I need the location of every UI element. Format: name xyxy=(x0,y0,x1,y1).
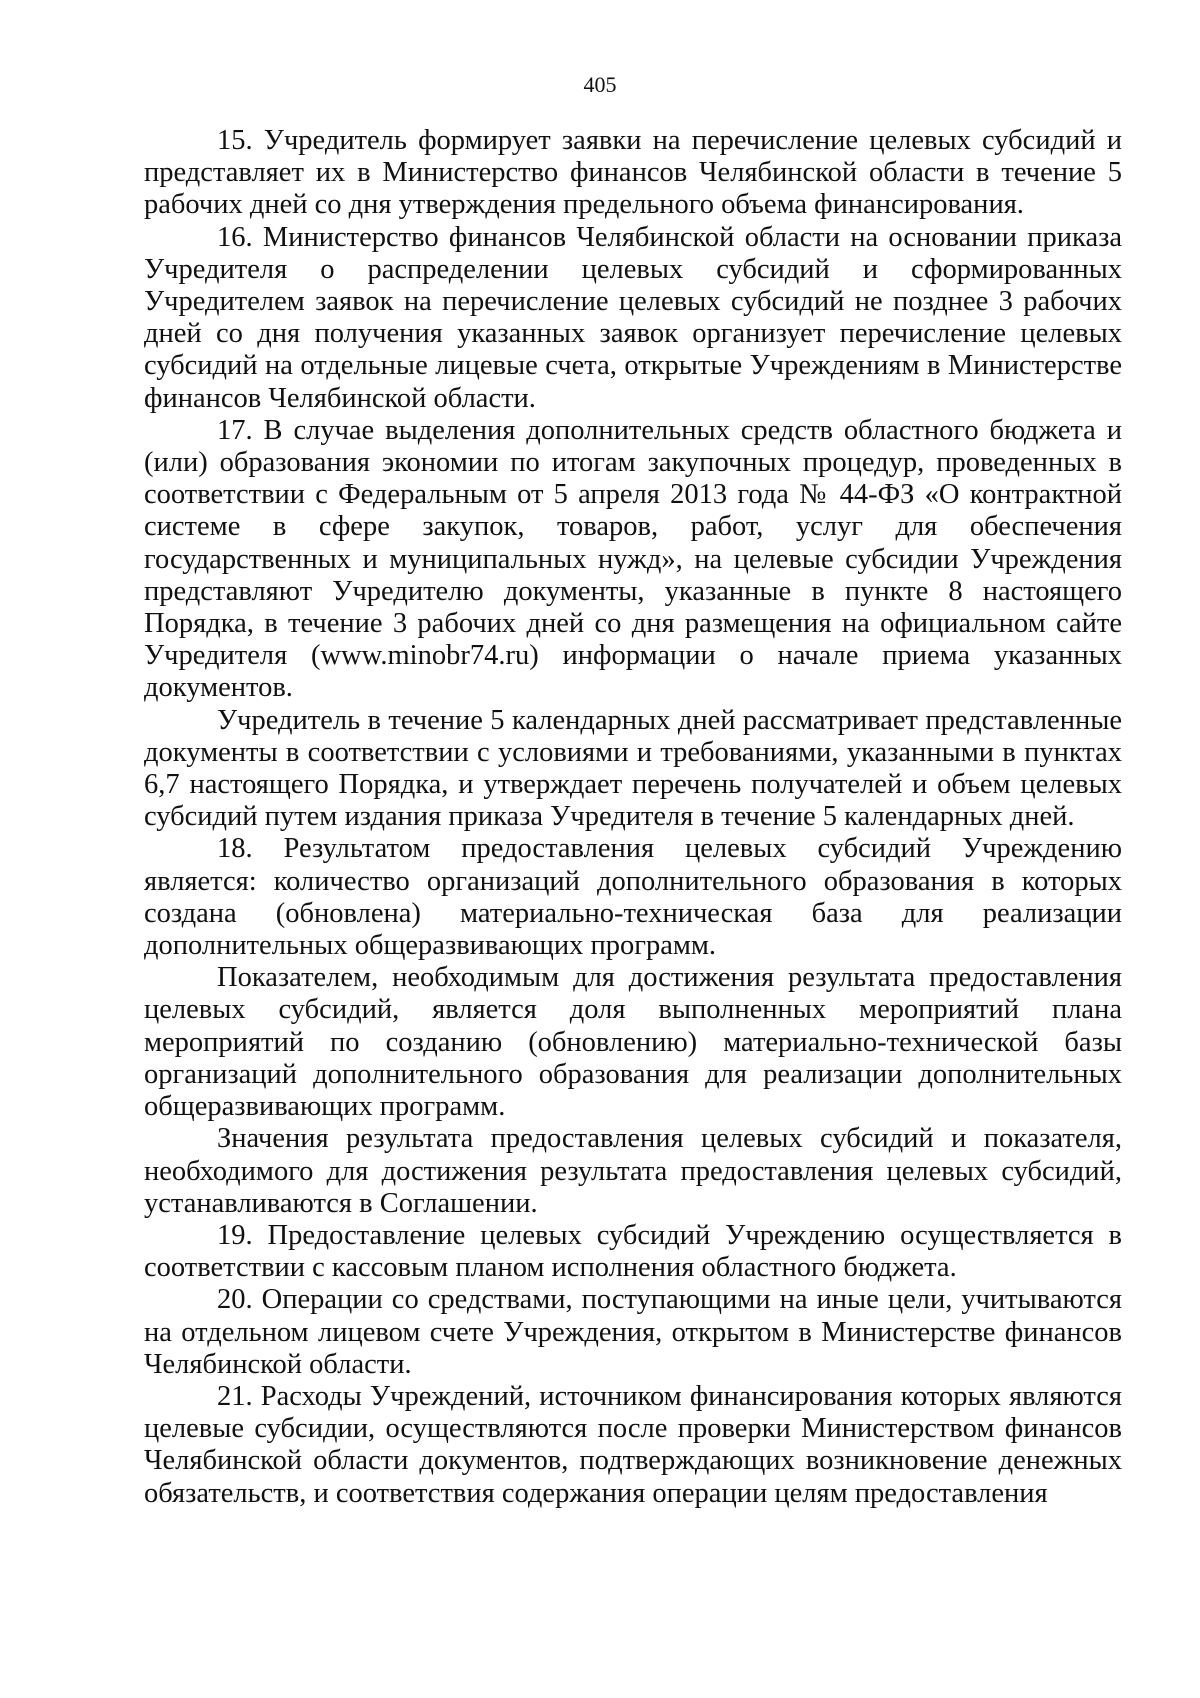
paragraph-17-continuation: Учредитель в течение 5 календарных дней рассматривает представленные документы в соответствии с условиями и требованиями, указанными в пунктах 6,7 настоящего Порядка, и утверждает перечень получателей и объем целевых субсидий путем издания приказа Учредителя в течение 5 календарных дней. xyxy=(144,704,1122,833)
paragraph-19: 19. Предоставление целевых субсидий Учреждению осуществляется в соответствии с кассовым планом исполнения областного бюджета. xyxy=(144,1219,1122,1284)
paragraph-20: 20. Операции со средствами, поступающими на иные цели, учитываются на отдельном лицевом счете Учреждения, открытом в Министерстве финансов Челябинской области. xyxy=(144,1284,1122,1380)
paragraph-18-indicator: Показателем, необходимым для достижения результата предоставления целевых субсидий, является доля выполненных мероприятий плана мероприятий по созданию (обновлению) материально-технической базы организаций дополнительного образования для реализации дополнительных общеразвивающих программ. xyxy=(144,962,1122,1123)
paragraph-21: 21. Расходы Учреждений, источником финансирования которых являются целевые субсидии, осуществляются после проверки Министерством финансов Челябинской области документов, подтверждающих возникновение денежных обязательств, и соответствия содержания операции целям предоставления xyxy=(144,1380,1122,1509)
paragraph-15: 15. Учредитель формирует заявки на перечисление целевых субсидий и представляет их в Министерство финансов Челябинской области в течение 5 рабочих дней со дня утверждения предельного объема финансирования. xyxy=(144,125,1122,221)
paragraph-18-values: Значения результата предоставления целевых субсидий и показателя, необходимого для достижения результата предоставления целевых субсидий, устанавливаются в Соглашении. xyxy=(144,1123,1122,1219)
paragraph-18: 18. Результатом предоставления целевых субсидий Учреждению является: количество организаций дополнительного образования в которых создана (обновлена) материально-техническая база для реализации дополнительных общеразвивающих программ. xyxy=(144,833,1122,962)
paragraph-17: 17. В случае выделения дополнительных средств областного бюджета и (или) образования экономии по итогам закупочных процедур, проведенных в соответствии с Федеральным от 5 апреля 2013 года № 44-ФЗ «О контрактной системе в сфере закупок, товаров, работ, услуг для обеспечения государственных и муниципальных нужд», на целевые субсидии Учреждения представляют Учредителю документы, указанные в пункте 8 настоящего Порядка, в течение 3 рабочих дней со дня размещения на официальном сайте Учредителя (www.minobr74.ru) информации о начале приема указанных документов. xyxy=(144,414,1122,704)
page-number: 405 xyxy=(583,72,617,97)
paragraph-16: 16. Министерство финансов Челябинской области на основании приказа Учредителя о распределении целевых субсидий и сформированных Учредителем заявок на перечисление целевых субсидий не позднее 3 рабочих дней со дня получения указанных заявок организует перечисление целевых субсидий на отдельные лицевые счета, открытые Учреждениям в Министерстве финансов Челябинской области. xyxy=(144,221,1122,414)
document-body xyxy=(144,125,1122,1510)
